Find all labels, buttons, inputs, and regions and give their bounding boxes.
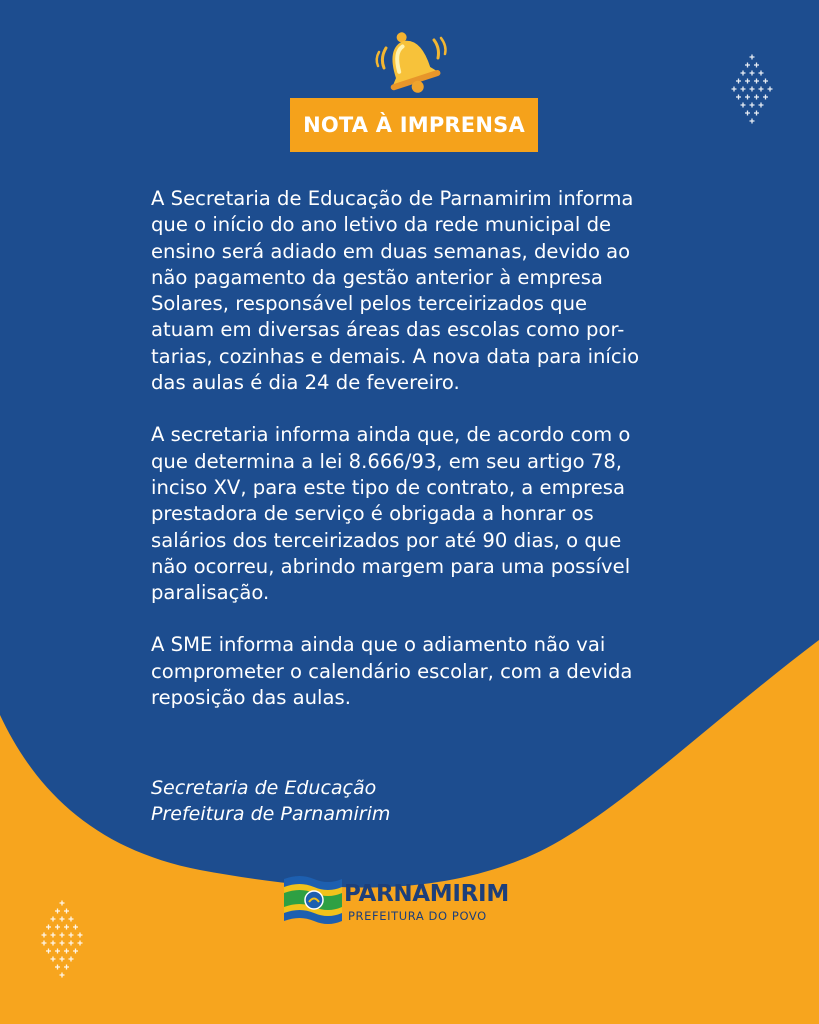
plus-mark — [759, 103, 764, 108]
plus-mark — [46, 925, 51, 930]
plus-mark — [745, 63, 750, 68]
plus-mark — [750, 119, 755, 124]
plus-mark — [750, 55, 755, 60]
plus-pattern-top-right — [728, 52, 780, 132]
plus-mark — [46, 949, 51, 954]
plus-mark — [754, 63, 759, 68]
plus-mark — [64, 949, 69, 954]
plus-mark — [741, 103, 746, 108]
plus-mark — [60, 941, 65, 946]
plus-mark — [55, 965, 60, 970]
parnamirim-logo — [282, 873, 522, 933]
flag-icon — [282, 873, 344, 931]
plus-mark — [78, 941, 83, 946]
plus-mark — [73, 949, 78, 954]
plus-mark — [745, 79, 750, 84]
plus-mark — [754, 79, 759, 84]
plus-mark — [754, 111, 759, 116]
plus-mark — [69, 941, 74, 946]
plus-mark — [60, 957, 65, 962]
plus-mark — [759, 71, 764, 76]
paragraph-3: A SME informa ainda que o adiamento não vai comprometer o calendário escolar, com a devida reposição das aulas. — [151, 633, 633, 710]
plus-mark — [60, 933, 65, 938]
plus-mark — [750, 71, 755, 76]
plus-mark — [64, 909, 69, 914]
plus-mark — [60, 973, 65, 978]
plus-mark — [42, 933, 47, 938]
plus-mark — [745, 111, 750, 116]
paragraph-2: A secretaria informa ainda que, de acordo com o que determina a lei 8.666/93, em seu artigo 78, inciso XV, para este tipo de contrato, a empresa prestadora de serviço é obrigada a honrar os salários dos terceirizados por até 90 dias, o que não ocorreu, abrindo margem para uma possível paralisação. — [151, 423, 631, 605]
plus-mark — [69, 917, 74, 922]
logo-slogan: PREFEITURA DO POVO — [348, 909, 487, 923]
plus-mark — [768, 87, 773, 92]
plus-mark — [763, 95, 768, 100]
plus-mark — [60, 917, 65, 922]
plus-mark — [55, 925, 60, 930]
plus-mark — [741, 71, 746, 76]
plus-mark — [64, 965, 69, 970]
logo-name: PARNAMIRIM — [344, 881, 509, 907]
plus-mark — [736, 79, 741, 84]
plus-mark — [732, 87, 737, 92]
signature-line-1: Secretaria de Educação — [151, 777, 377, 799]
plus-mark — [64, 925, 69, 930]
plus-mark — [750, 87, 755, 92]
plus-mark — [759, 87, 764, 92]
plus-mark — [55, 909, 60, 914]
signature — [151, 775, 390, 827]
plus-mark — [69, 933, 74, 938]
plus-mark — [741, 87, 746, 92]
plus-mark — [745, 95, 750, 100]
plus-mark — [73, 925, 78, 930]
press-note-body — [151, 186, 696, 737]
signature-line-2: Prefeitura de Parnamirim — [151, 803, 391, 825]
plus-mark — [60, 901, 65, 906]
plus-mark — [754, 95, 759, 100]
plus-mark — [51, 917, 56, 922]
plus-mark — [51, 957, 56, 962]
plus-mark — [51, 941, 56, 946]
plus-mark — [78, 933, 83, 938]
plus-mark — [51, 933, 56, 938]
plus-mark — [69, 957, 74, 962]
plus-mark — [763, 79, 768, 84]
paragraph-1: A Secretaria de Educação de Parnamirim informa que o início do ano letivo da rede municipal de ensino será adiado em duas semanas, devido ao não pagamento da gestão anterior à empresa Solares, responsável pelos terceirizados que atuam em diversas áreas das escolas como por- tarias, cozinhas e demais. A nova data para início das aulas é dia 24 de fevereiro. — [151, 187, 640, 395]
plus-mark — [750, 103, 755, 108]
plus-mark — [736, 95, 741, 100]
plus-mark — [55, 949, 60, 954]
plus-mark — [42, 941, 47, 946]
bell-icon — [370, 28, 450, 98]
plus-pattern-bottom-left — [38, 898, 90, 980]
press-note-badge: NOTA À IMPRENSA — [290, 98, 538, 152]
